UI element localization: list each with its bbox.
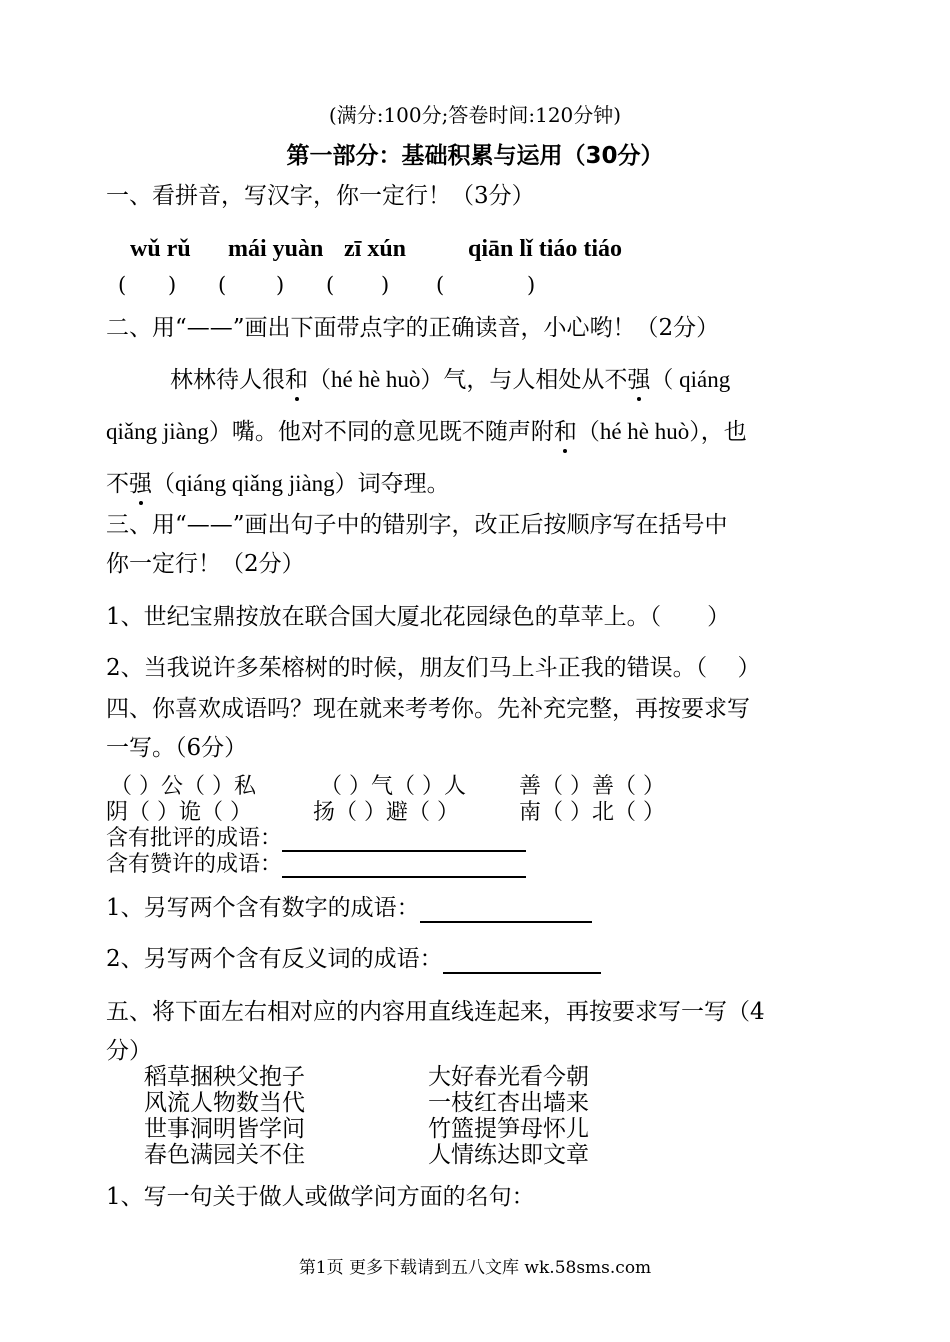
pinyin-1: wǔ rǔ (130, 236, 191, 262)
criticize-answer-blank[interactable] (282, 826, 526, 852)
pinyin-2: mái yuàn (228, 236, 324, 262)
answer-paren-close-2: ) (276, 273, 285, 297)
q5-title-1: 五、将下面左右相对应的内容用直线连起来，再按要求写一写（4 (106, 999, 765, 1025)
q4-title-2: 一写。（6分） (106, 735, 248, 761)
criticize-idiom-row (106, 826, 526, 852)
q2-line2-b: （hé hè huò），也 (576, 419, 747, 444)
q2-line1-a: 林林待人很 (170, 367, 285, 393)
q2-line1-b: （hé hè huò）气，与人相处从不 (308, 367, 628, 392)
page-footer: 第1页 更多下载请到五八文库 wk.58sms.com (298, 1258, 652, 1278)
q2-title: 二、用“——”画出下面带点字的正确读音，小心哟！（2分） (106, 315, 720, 341)
idiom-2-3: 南（ ）北（ ） (519, 800, 665, 825)
q4-sub-2 (106, 944, 601, 974)
left-phrase[interactable]: 春色满园关不住 (144, 1142, 305, 1168)
q2-line-2 (106, 417, 747, 447)
left-phrase[interactable]: 风流人物数当代 (144, 1090, 305, 1116)
answer-paren-open-4: ( (436, 273, 445, 297)
right-phrase[interactable]: 一枝红杏出墙来 (428, 1090, 589, 1116)
dotted-char: 强 (627, 367, 651, 393)
left-phrase[interactable]: 稻草捆秧父抱子 (144, 1064, 305, 1090)
idiom-2-1: 阴（ ）诡（ ） (106, 800, 252, 825)
answer-paren-close-1: ) (168, 273, 177, 297)
q5-title-2: 分） (106, 1038, 152, 1064)
q4-sub1-label: 1、另写两个含有数字的成语： (106, 895, 420, 921)
part-title: 第一部分：基础积累与运用（30分） (286, 143, 664, 169)
answer-paren-open-1: ( (118, 273, 127, 297)
pinyin-3: zī xún (344, 236, 407, 262)
q4-title-1: 四、你喜欢成语吗？现在就来考考你。先补充完整，再按要求写 (106, 696, 750, 722)
praise-label: 含有赞许的成语： (106, 852, 283, 877)
dotted-char: 强 (129, 471, 152, 497)
criticize-label: 含有批评的成语： (106, 826, 283, 851)
answer-paren-close-3: ) (381, 273, 390, 297)
right-phrase[interactable]: 大好春光看今朝 (428, 1064, 589, 1090)
q3-title-2: 你一定行！（2分） (106, 551, 305, 577)
q2-line2-a: qiǎng jiàng）嘴。他对不同的意见既不随声附 (106, 419, 554, 444)
answer-paren-close-4: ) (527, 273, 536, 297)
number-idiom-blank[interactable] (420, 895, 592, 923)
q3-item-2: 2、当我说许多茱榕树的时候，朋友们马上斗正我的错误。（ ） (106, 655, 761, 681)
dotted-char: 和 (285, 367, 308, 393)
right-phrase[interactable]: 竹篮提笋母怀儿 (428, 1116, 589, 1142)
q5-sub-1: 1、写一句关于做人或做学问方面的名句： (106, 1184, 535, 1210)
idiom-1-2: （ ）气（ ）人 (320, 774, 466, 799)
q2-line-3 (106, 469, 450, 499)
right-phrase[interactable]: 人情练达即文章 (428, 1142, 589, 1168)
idiom-2-2: 扬（ ）避（ ） (313, 800, 459, 825)
idiom-1-3: 善（ ）善（ ） (519, 774, 665, 799)
q4-sub-1 (106, 893, 592, 923)
q2-line3-a: 不 (106, 471, 129, 497)
score-time-note: (满分:100分;答卷时间:120分钟) (328, 103, 622, 127)
q3-item-1: 1、世纪宝鼎按放在联合国大厦北花园绿色的草苹上。（ ） (106, 604, 731, 630)
left-phrase[interactable]: 世事洞明皆学问 (144, 1116, 305, 1142)
q2-line1-c: （ qiáng (650, 367, 731, 392)
q2-line-1 (170, 365, 730, 395)
answer-paren-open-3: ( (326, 273, 335, 297)
praise-idiom-row (106, 852, 526, 878)
antonym-idiom-blank[interactable] (443, 946, 601, 974)
idiom-1-1: （ ）公（ ）私 (110, 774, 256, 799)
q1-title: 一、看拼音，写汉字，你一定行！（3分） (106, 183, 535, 209)
q2-line3-b: （qiáng qiǎng jiàng）词夺理。 (152, 471, 450, 496)
q4-sub2-label: 2、另写两个含有反义词的成语： (106, 946, 443, 972)
pinyin-4: qiān lǐ tiáo tiáo (468, 236, 623, 262)
praise-answer-blank[interactable] (282, 852, 526, 878)
dotted-char: 和 (553, 419, 577, 445)
answer-paren-open-2: ( (218, 273, 227, 297)
q3-title-1: 三、用“——”画出句子中的错别字，改正后按顺序写在括号中 (106, 512, 728, 538)
